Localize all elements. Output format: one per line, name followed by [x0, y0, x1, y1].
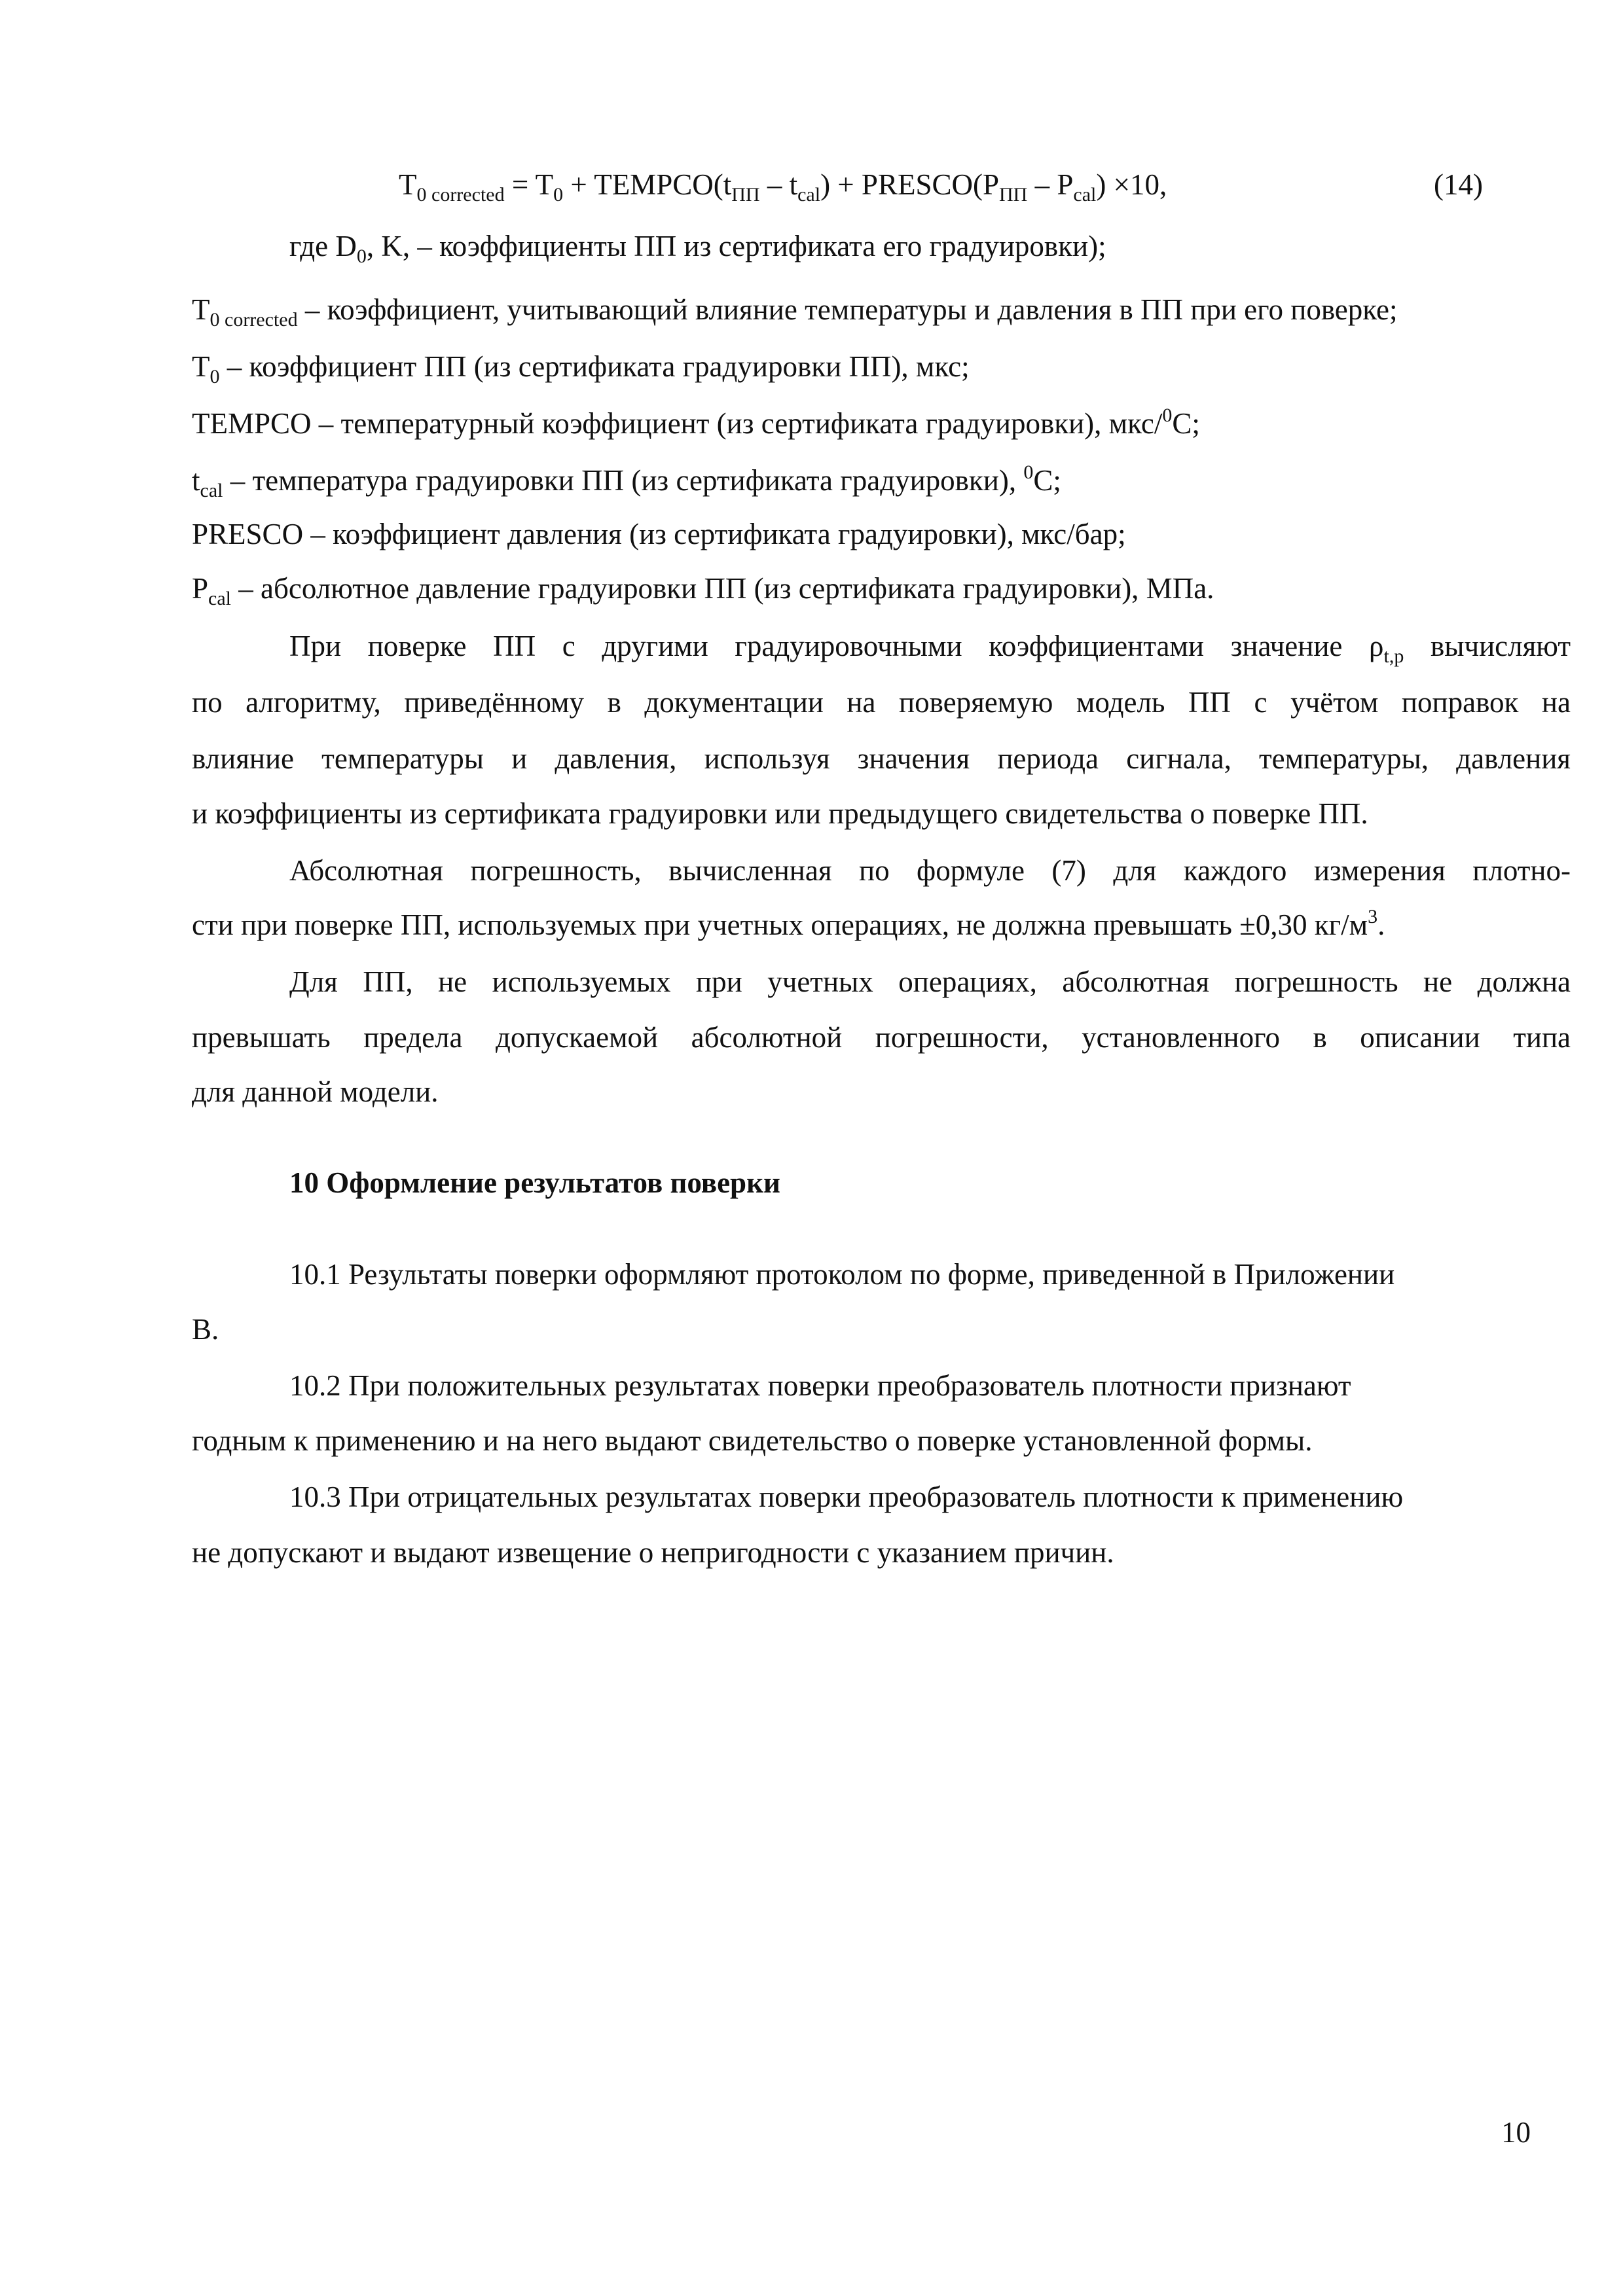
paragraph-text: . [1377, 908, 1385, 941]
definition-subscript: 0 [210, 366, 220, 387]
formula-subscript: 0 corrected [416, 184, 505, 206]
definition-subscript: cal [200, 480, 223, 501]
definition-subscript: cal [208, 588, 231, 609]
definition-pcal [192, 569, 1214, 608]
paragraph-subscript: t,p [1383, 645, 1404, 667]
definition-text: C; [1172, 407, 1200, 440]
definition-text: где D [289, 230, 357, 262]
definition-text: – температура градуировки ПП (из сертификата градуировки), [223, 464, 1024, 497]
definition-text: , K, – коэффициенты ПП из сертификата его градуировки); [366, 230, 1106, 262]
paragraph-text: При поверке ПП с другими градуировочными коэффициентами значение ρ [289, 630, 1384, 662]
definition-symbol: P [192, 572, 209, 605]
paragraph-line: 10.3 При отрицательных результатах поверки преобразователь плотности к применению [289, 1480, 1404, 1513]
formula-14 [399, 165, 1167, 204]
section-heading: 10 Оформление результатов поверки [289, 1166, 780, 1199]
formula-part: – t [759, 168, 798, 201]
paragraph-line: В. [192, 1313, 219, 1346]
formula-part: ) + PRESCO(P [820, 168, 1000, 201]
definition-t0 [192, 347, 970, 386]
definition-tcal [192, 461, 1061, 500]
formula-subscript: cal [797, 184, 821, 206]
paragraph-line: 10.2 При положительных результатах поверки преобразователь плотности признают [289, 1369, 1351, 1402]
paragraph-line: по алгоритму, приведённому в документации на поверяемую модель ПП с учётом поправок на [192, 686, 1571, 719]
definition-symbol: T [192, 293, 210, 326]
formula-subscript: cal [1073, 184, 1097, 206]
paragraph-line [289, 626, 1571, 666]
formula-number: (14) [1434, 168, 1483, 201]
definition-superscript: 0 [1023, 461, 1034, 483]
definition-text: – коэффициент, учитывающий влияние температуры и давления в ПП при его поверке; [297, 293, 1398, 326]
paragraph-text: вычисляют [1404, 630, 1571, 662]
definition-text: C; [1033, 464, 1061, 497]
paragraph-line [192, 905, 1385, 944]
formula-subscript: ПП [731, 184, 760, 206]
definition-text: TEMPCO – температурный коэффициент (из сертификата градуировки), мкс/ [192, 407, 1163, 440]
definition-t0-corrected [192, 290, 1398, 329]
paragraph-line: для данной модели. [192, 1075, 439, 1108]
paragraph-superscript: 3 [1368, 906, 1378, 927]
paragraph-line: превышать предела допускаемой абсолютной погрешности, установленного в описании типа [192, 1021, 1571, 1054]
paragraph-line: не допускают и выдают извещение о непригодности с указанием причин. [192, 1536, 1114, 1569]
formula-subscript: 0 [553, 184, 564, 206]
definition-symbol: t [192, 464, 200, 497]
paragraph-line: Для ПП, не используемых при учетных операциях, абсолютная погрешность не должна [289, 965, 1571, 998]
paragraph-line: годным к применению и на него выдают свидетельство о поверке установленной формы. [192, 1424, 1313, 1457]
definition-text: – коэффициент ПП (из сертификата градуировки ПП), мкс; [219, 350, 970, 383]
definition-presco: PRESCO – коэффициент давления (из сертификата градуировки), мкс/бар; [192, 518, 1126, 550]
paragraph-line: влияние температуры и давления, используя значения периода сигнала, температуры, давления [192, 742, 1571, 775]
formula-part: + TEMPCO(t [563, 168, 732, 201]
formula-part: ) ×10, [1096, 168, 1167, 201]
formula-part: = T [504, 168, 554, 201]
formula-part: – P [1027, 168, 1074, 201]
definition-symbol: T [192, 350, 210, 383]
definition-superscript: 0 [1162, 404, 1173, 426]
paragraph-line: и коэффициенты из сертификата градуировки или предыдущего свидетельства о поверке ПП. [192, 797, 1368, 830]
definition-text: – абсолютное давление градуировки ПП (из сертификата градуировки), МПа. [231, 572, 1214, 605]
definition-subscript: 0 [356, 245, 367, 267]
paragraph-line: 10.1 Результаты поверки оформляют протоколом по форме, приведенной в Приложении [289, 1258, 1395, 1291]
paragraph-line: Абсолютная погрешность, вычисленная по формуле (7) для каждого измерения плотно- [289, 854, 1571, 887]
definition-tempco [192, 404, 1200, 443]
paragraph-text: сти при поверке ПП, используемых при учетных операциях, не должна превышать ±0,30 кг/м [192, 908, 1368, 941]
definition-where [289, 226, 1106, 266]
formula-symbol: T [399, 168, 417, 201]
definition-subscript: 0 corrected [210, 309, 298, 331]
page-number: 10 [1501, 2116, 1531, 2149]
formula-subscript: ПП [999, 184, 1028, 206]
